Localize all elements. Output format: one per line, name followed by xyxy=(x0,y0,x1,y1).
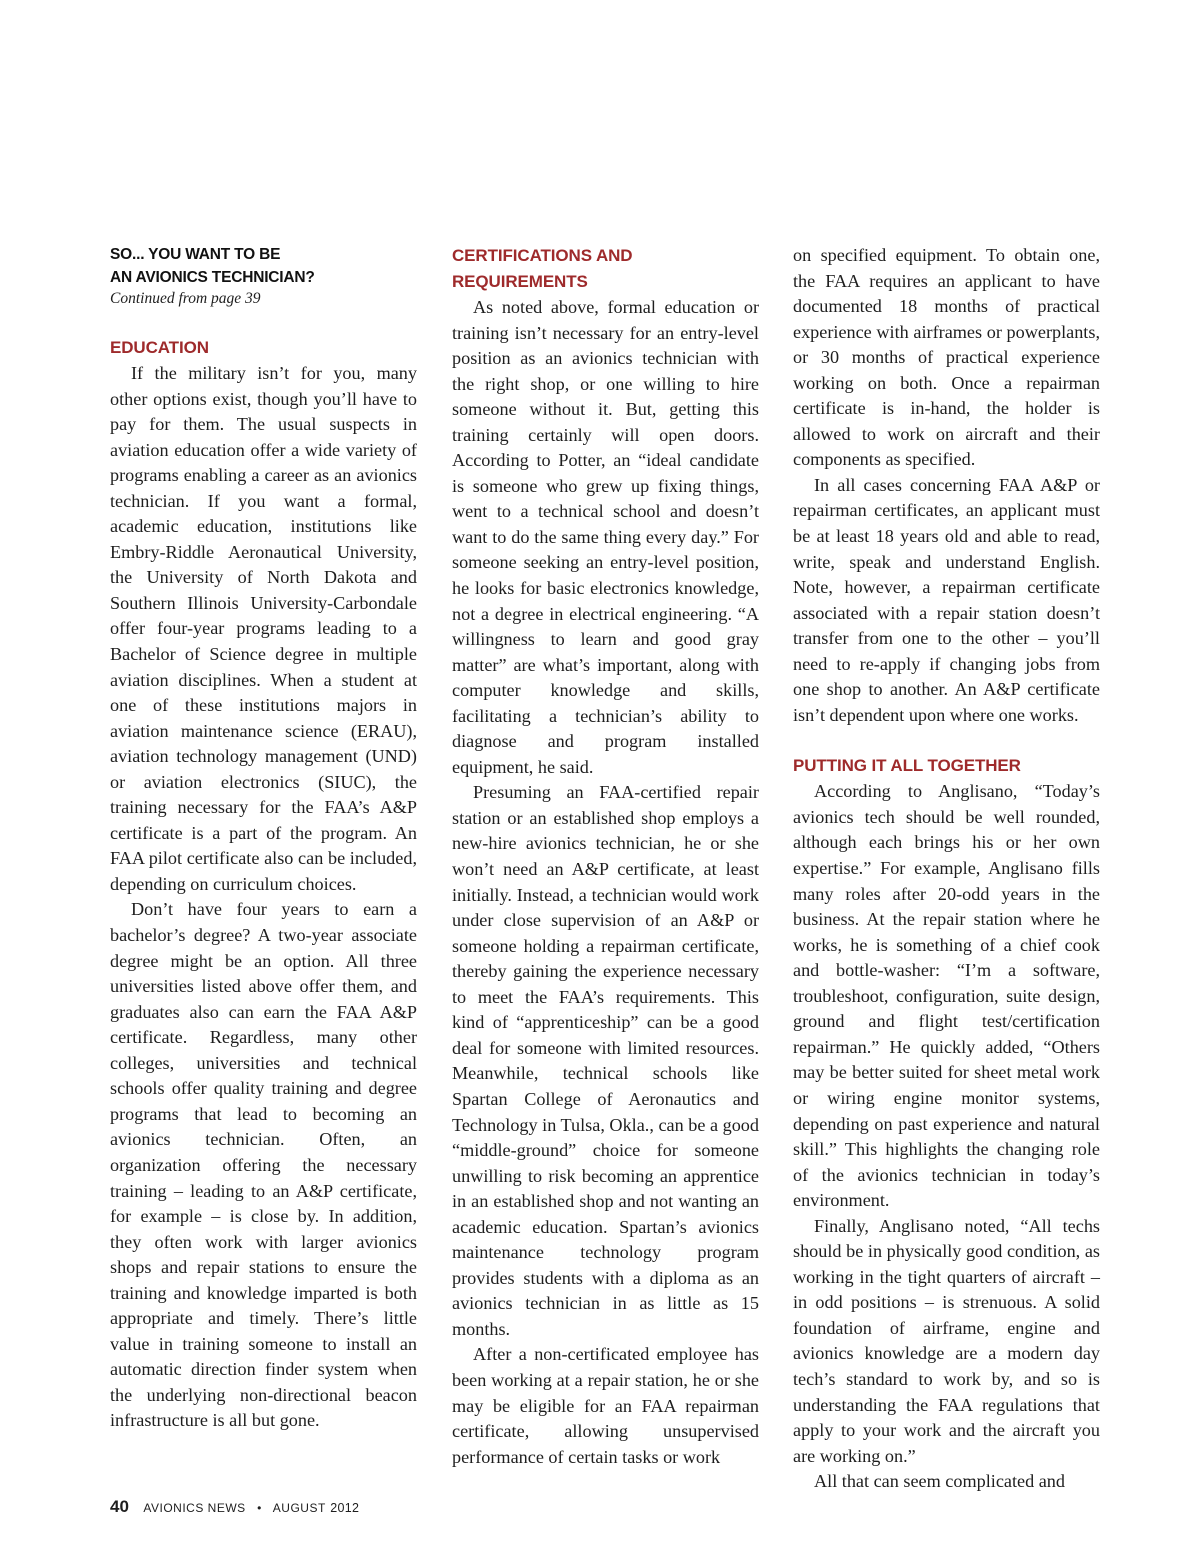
together-paragraph-1: According to Anglisano, “Today’s avionics tech should be well rounded, although each brings his or her own expertise.” For example, Anglisano fills many roles after 20-odd years in the business. At the repair station where he works, he is something of a chief cook and bottle-washer: “I’m a software, troubleshoot, configuration, suite design, ground and flight test/certification repairman.” He quickly added, “Others may be better suited for sheet metal work or wiring engine monitor systems, depending on past experience and natural skill.” This highlights the changing role of the avionics technician in today’s environment. xyxy=(793,781,1100,1211)
certifications-heading-line-1: CERTIFICATIONS AND xyxy=(452,246,633,265)
column-1 xyxy=(110,243,417,1434)
page-number: 40 xyxy=(110,1497,129,1516)
certifications-paragraph-1: As noted above, formal education or training isn’t necessary for an entry-level position as an avionics technician with the right shop, or one willing to hire someone without it. But, getting this training certainly will open doors. According to Potter, an “ideal candidate is someone who grew up fixing things, went to a technical school and doesn’t want to do the same thing every day.” For someone seeking an entry-level position, he looks for basic electronics knowledge, not a degree in electrical engineering. “A willingness to learn and good gray matter” are what’s important, along with computer knowledge and skills, facilitating a technician’s ability to diagnose and program installed equipment, he said. xyxy=(452,297,759,777)
sidebar-kicker xyxy=(110,243,417,289)
together-paragraph-2: Finally, Anglisano noted, “All techs should be in physically good condition, as working in the tight quarters of aircraft – in odd positions – is strenuous. A solid foundation of airframe, engine and avionics knowledge are a modern day tech’s standard to work by, and so is understanding the FAA regulations that apply to your work and the aircraft you are working on.” xyxy=(793,1215,1100,1466)
education-paragraph-2: Don’t have four years to earn a bachelor’s degree? A two-year associate degree might be an option. All three universities listed above offer them, and graduates also can earn the FAA A&P certificate. Regardless, many other colleges, universities and technical schools offer quality training and degree programs that lead to becoming an avionics technician. Often, an organization offering the necessary training – leading to an A&P certificate, for example – is close by. In addition, they often work with larger avionics shops and repair stations to ensure the training and knowledge imparted is both appropriate and timely. There’s little value in training someone to install an automatic direction finder system when the underlying non-directional beacon infrastructure is all but gone. xyxy=(110,899,417,1431)
kicker-line-1: SO... YOU WANT TO BE xyxy=(110,246,281,263)
footer-bullet: • xyxy=(257,1501,262,1515)
together-paragraph-3: All that can seem complicated and xyxy=(814,1471,1065,1492)
certifications-paragraph-3: After a non-certificated employee has been working at a repair station, he or she may be eligible for an FAA repairman certificate, allowing unsupervised performance of certain tasks or work xyxy=(452,1344,759,1467)
column-2 xyxy=(452,243,759,1470)
section-heading-education: EDUCATION xyxy=(110,338,209,357)
certifications-heading-line-2: REQUIREMENTS xyxy=(452,272,588,291)
continued-note: Continued from page 39 xyxy=(110,290,261,307)
section-heading-together: PUTTING IT ALL TOGETHER xyxy=(793,756,1021,776)
publication-name: AVIONICS NEWS xyxy=(143,1501,246,1515)
certifications-paragraph-3-continued: on specified equipment. To obtain one, the FAA requires an applicant to have documented 18 months of practical experience with airframes or powerplants, or 30 months of practical experience working on both. Once a repairman certificate is in-hand, the holder is allowed to work on aircraft and their components as specified. xyxy=(793,245,1100,470)
section-heading-certifications xyxy=(452,243,759,295)
column-3 xyxy=(793,243,1100,1495)
issue-year: 2012 xyxy=(330,1501,360,1515)
education-paragraph-1: If the military isn’t for you, many other options exist, though you’ll have to pay for them. The usual suspects in aviation education offer a wide variety of programs enabling a career as an avionics technician. If you want a formal, academic education, institutions like Embry-Riddle Aeronautical University, the University of North Dakota and Southern Illinois University-Carbondale offer four-year programs leading to a Bachelor of Science degree in multiple aviation disciplines. When a student at one of these institutions majors in aviation maintenance science (ERAU), aviation technology management (UND) or aviation electronics (SIUC), the training necessary for the FAA’s A&P certificate is a part of the program. An FAA pilot certificate also can be included, depending on curriculum choices. xyxy=(110,363,417,894)
certifications-paragraph-4: In all cases concerning FAA A&P or repairman certificates, an applicant must be at least 18 years old and able to read, write, speak and understand English. Note, however, a repairman certificate associated with a repair station doesn’t transfer from one to the other – you’ll need to re-apply if changing jobs from one shop to another. An A&P certificate isn’t dependent upon where one works. xyxy=(793,474,1100,725)
certifications-paragraph-2: Presuming an FAA-certified repair station or an established shop employs a new-hire avionics technician, he or she won’t need an A&P certificate, at least initially. Instead, a technician would work under close supervision of an A&P or someone holding a repairman certificate, thereby gaining the experience necessary to meet the FAA’s requirements. This kind of “apprenticeship” can be a good deal for someone with limited resources. Meanwhile, technical schools like Spartan College of Aeronautics and Technology in Tulsa, Okla., can be a good “middle-ground” choice for someone unwilling to risk becoming an apprentice in an established shop and not wanting an academic education. Spartan’s avionics maintenance technology program provides students with a diploma as an avionics technician in as little as 15 months. xyxy=(452,782,759,1339)
page-footer xyxy=(110,1497,359,1517)
issue-month: AUGUST xyxy=(272,1501,326,1515)
kicker-line-2: AN AVIONICS TECHNICIAN? xyxy=(110,269,315,286)
